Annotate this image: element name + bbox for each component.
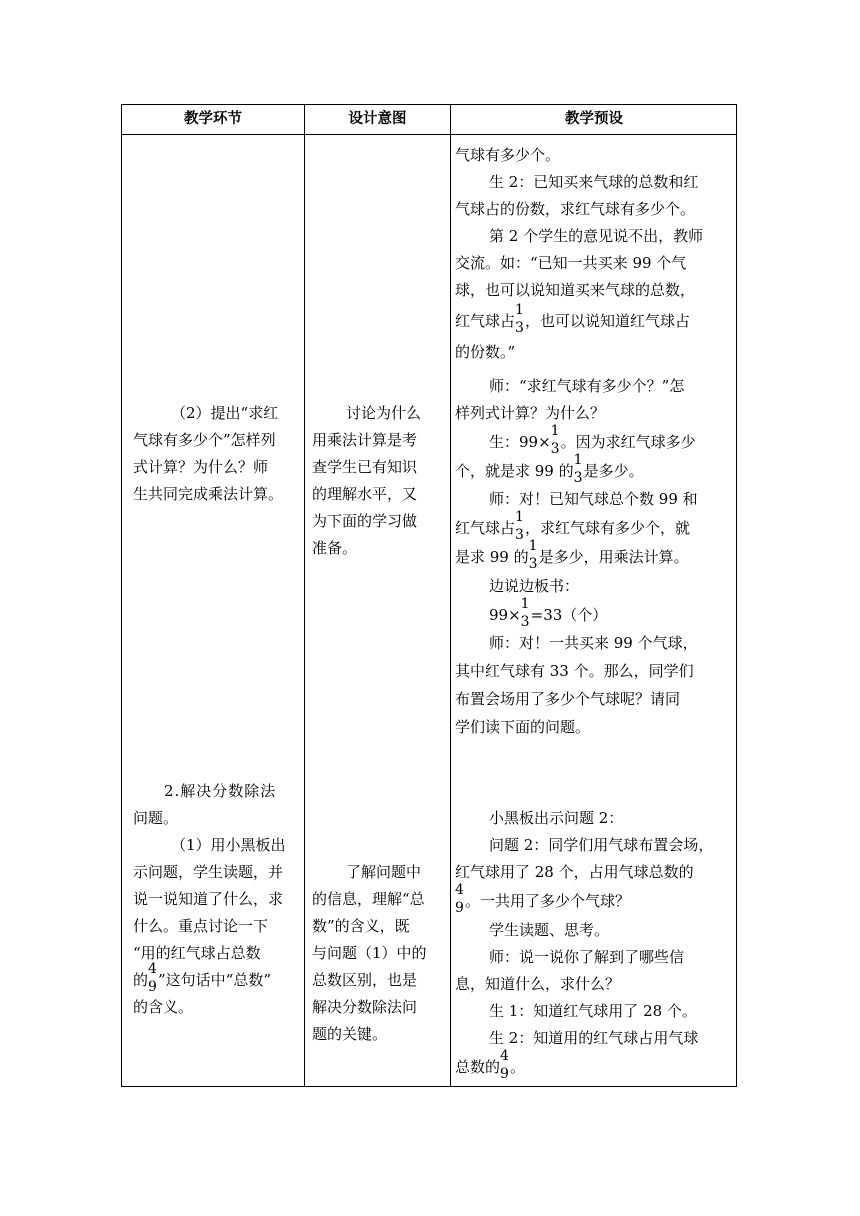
text-segment: ，求红气球有多少个，就 bbox=[525, 519, 691, 537]
text-line bbox=[489, 596, 608, 630]
text-line: 生 1：知道红气球用了 28 个。 bbox=[489, 1002, 697, 1020]
text-segment: 总数的 bbox=[455, 1058, 501, 1076]
text-line: 数”的含义，既 bbox=[312, 917, 410, 935]
text-line: 交流。如：“已知一共买来 99 个气 bbox=[455, 254, 687, 272]
fraction-numerator: 1 bbox=[515, 509, 524, 525]
fraction bbox=[500, 1048, 510, 1082]
text-line: 为下面的学习做 bbox=[312, 512, 418, 530]
text-line: 题的关键。 bbox=[312, 1025, 388, 1043]
fraction-numerator: 1 bbox=[550, 423, 560, 439]
text-line: 生共同完成乘法计算。 bbox=[133, 485, 284, 503]
text-line: 第 2 个学生的意见说不出，教师 bbox=[489, 227, 704, 245]
fraction-numerator: 1 bbox=[573, 452, 583, 468]
text-line: 红气球用了 28 个，占用气球总数的 bbox=[455, 863, 694, 881]
text-line bbox=[455, 509, 691, 543]
lesson-plan-table bbox=[121, 104, 737, 1087]
text-line: 的理解水平，又 bbox=[312, 485, 418, 503]
text-line: 球，也可以说知道买来气球的总数， bbox=[455, 281, 696, 299]
fraction-denominator: 3 bbox=[520, 614, 530, 630]
text-line: 的信息，理解“总 bbox=[312, 890, 425, 908]
text-segment: 是多少。 bbox=[583, 462, 644, 480]
text-line: 师：说一说你了解到了哪些信 bbox=[489, 948, 685, 966]
text-segment: 。 bbox=[510, 1058, 526, 1076]
text-line: 讨论为什么 bbox=[346, 404, 422, 422]
fraction-denominator: 3 bbox=[528, 556, 538, 572]
text-segment: 红气球占 bbox=[455, 519, 516, 537]
text-line: 的份数。” bbox=[455, 343, 516, 361]
fraction bbox=[455, 882, 465, 916]
header-design-intent: 设计意图 bbox=[348, 111, 407, 127]
text-line: 用乘法计算是考 bbox=[312, 431, 418, 449]
text-line: 了解问题中 bbox=[346, 863, 422, 881]
fraction bbox=[573, 452, 584, 486]
fraction-numerator: 4 bbox=[455, 882, 464, 898]
text-line: 示问题，学生读题，并 bbox=[133, 863, 284, 881]
text-line bbox=[455, 882, 631, 916]
text-line: “用的红气球占总数 bbox=[133, 944, 261, 962]
text-segment: 99× bbox=[489, 606, 521, 624]
fraction-denominator: 3 bbox=[515, 320, 524, 336]
fraction-denominator: 9 bbox=[455, 900, 464, 916]
text-line: 生 2：已知买来气球的总数和红 bbox=[489, 173, 699, 191]
text-line bbox=[455, 452, 644, 486]
text-line bbox=[133, 961, 272, 995]
text-line: 准备。 bbox=[312, 539, 358, 557]
text-line: 解决分数除法问 bbox=[312, 998, 418, 1016]
fraction-numerator: 4 bbox=[148, 961, 157, 977]
text-segment: 的 bbox=[133, 971, 149, 989]
text-segment: =33（个） bbox=[530, 606, 608, 624]
fraction-denominator: 3 bbox=[515, 527, 524, 543]
text-line: 与问题（1）中的 bbox=[312, 944, 427, 962]
text-line: 学生读题、思考。 bbox=[489, 921, 610, 939]
fraction-numerator: 1 bbox=[520, 596, 530, 612]
column-divider bbox=[304, 105, 305, 1086]
text-line: 生 2：知道用的红气球占用气球 bbox=[489, 1029, 699, 1047]
text-line: 2.解决分数除法 bbox=[164, 782, 277, 800]
text-line: 其中红气球有 33 个。那么，同学们 bbox=[455, 662, 694, 680]
text-line: 气球有多少个”怎样列 bbox=[133, 431, 276, 449]
text-line bbox=[455, 538, 689, 572]
text-line: 样列式计算？为什么？ bbox=[455, 404, 606, 422]
text-line: 小黑板出示问题 2： bbox=[489, 809, 624, 827]
column-divider bbox=[450, 105, 451, 1086]
text-line: 师：“求红气球有多少个？”怎 bbox=[489, 377, 685, 395]
text-segment: 。因为求红气球多少 bbox=[560, 433, 696, 451]
text-line bbox=[455, 302, 691, 336]
fraction-denominator: 3 bbox=[550, 441, 560, 457]
text-line: 说一说知道了什么，求 bbox=[133, 890, 284, 908]
text-line: 气球有多少个。 bbox=[455, 146, 561, 164]
header-teaching-stage: 教学环节 bbox=[184, 111, 242, 127]
fraction bbox=[515, 302, 525, 336]
text-line bbox=[455, 1048, 526, 1082]
fraction bbox=[528, 538, 539, 572]
text-segment: ，也可以说知道红气球占 bbox=[525, 312, 691, 330]
header-divider bbox=[122, 134, 736, 135]
text-line: （1）用小黑板出 bbox=[171, 836, 286, 854]
text-line bbox=[489, 423, 696, 457]
text-line: 查学生已有知识 bbox=[312, 458, 418, 476]
text-line: 问题。 bbox=[133, 809, 179, 827]
text-line: （2）提出“求红 bbox=[171, 404, 279, 422]
text-line: 什么。重点讨论一下 bbox=[133, 917, 269, 935]
fraction-denominator: 9 bbox=[148, 979, 157, 995]
text-line: 师：对！一共买来 99 个气球， bbox=[489, 634, 698, 652]
fraction bbox=[520, 596, 531, 630]
text-line: 学们读下面的问题。 bbox=[455, 718, 591, 736]
fraction bbox=[148, 961, 158, 995]
text-segment: 是多少，用乘法计算。 bbox=[538, 548, 689, 566]
text-segment: ”这句话中“总数” bbox=[158, 971, 272, 989]
text-segment: 生：99× bbox=[489, 433, 551, 451]
text-line: 问题 2：同学们用气球布置会场， bbox=[489, 836, 714, 854]
text-segment: 红气球占 bbox=[455, 312, 516, 330]
fraction-denominator: 9 bbox=[500, 1066, 509, 1082]
text-line: 息，知道什么，求什么？ bbox=[455, 975, 621, 993]
fraction-numerator: 4 bbox=[500, 1048, 509, 1064]
text-line: 的含义。 bbox=[133, 998, 194, 1016]
fraction bbox=[550, 423, 561, 457]
text-segment: 是求 99 的 bbox=[455, 548, 529, 566]
text-line: 总数区别，也是 bbox=[312, 971, 418, 989]
fraction-numerator: 1 bbox=[528, 538, 538, 554]
fraction-numerator: 1 bbox=[515, 302, 524, 318]
text-line: 师：对！已知气球总个数 99 和 bbox=[489, 490, 698, 508]
text-line: 布置会场用了多少个气球呢？请同 bbox=[455, 690, 681, 708]
text-line: 边说边板书： bbox=[489, 577, 580, 595]
fraction bbox=[515, 509, 525, 543]
header-teaching-plan: 教学预设 bbox=[565, 111, 623, 127]
fraction-denominator: 3 bbox=[573, 470, 583, 486]
text-segment: 。一共用了多少个气球？ bbox=[465, 892, 631, 910]
text-segment: 个，就是求 99 的 bbox=[455, 462, 574, 480]
text-line: 式计算？为什么？师 bbox=[133, 458, 269, 476]
text-line: 气球占的份数，求红气球有多少个。 bbox=[455, 200, 696, 218]
